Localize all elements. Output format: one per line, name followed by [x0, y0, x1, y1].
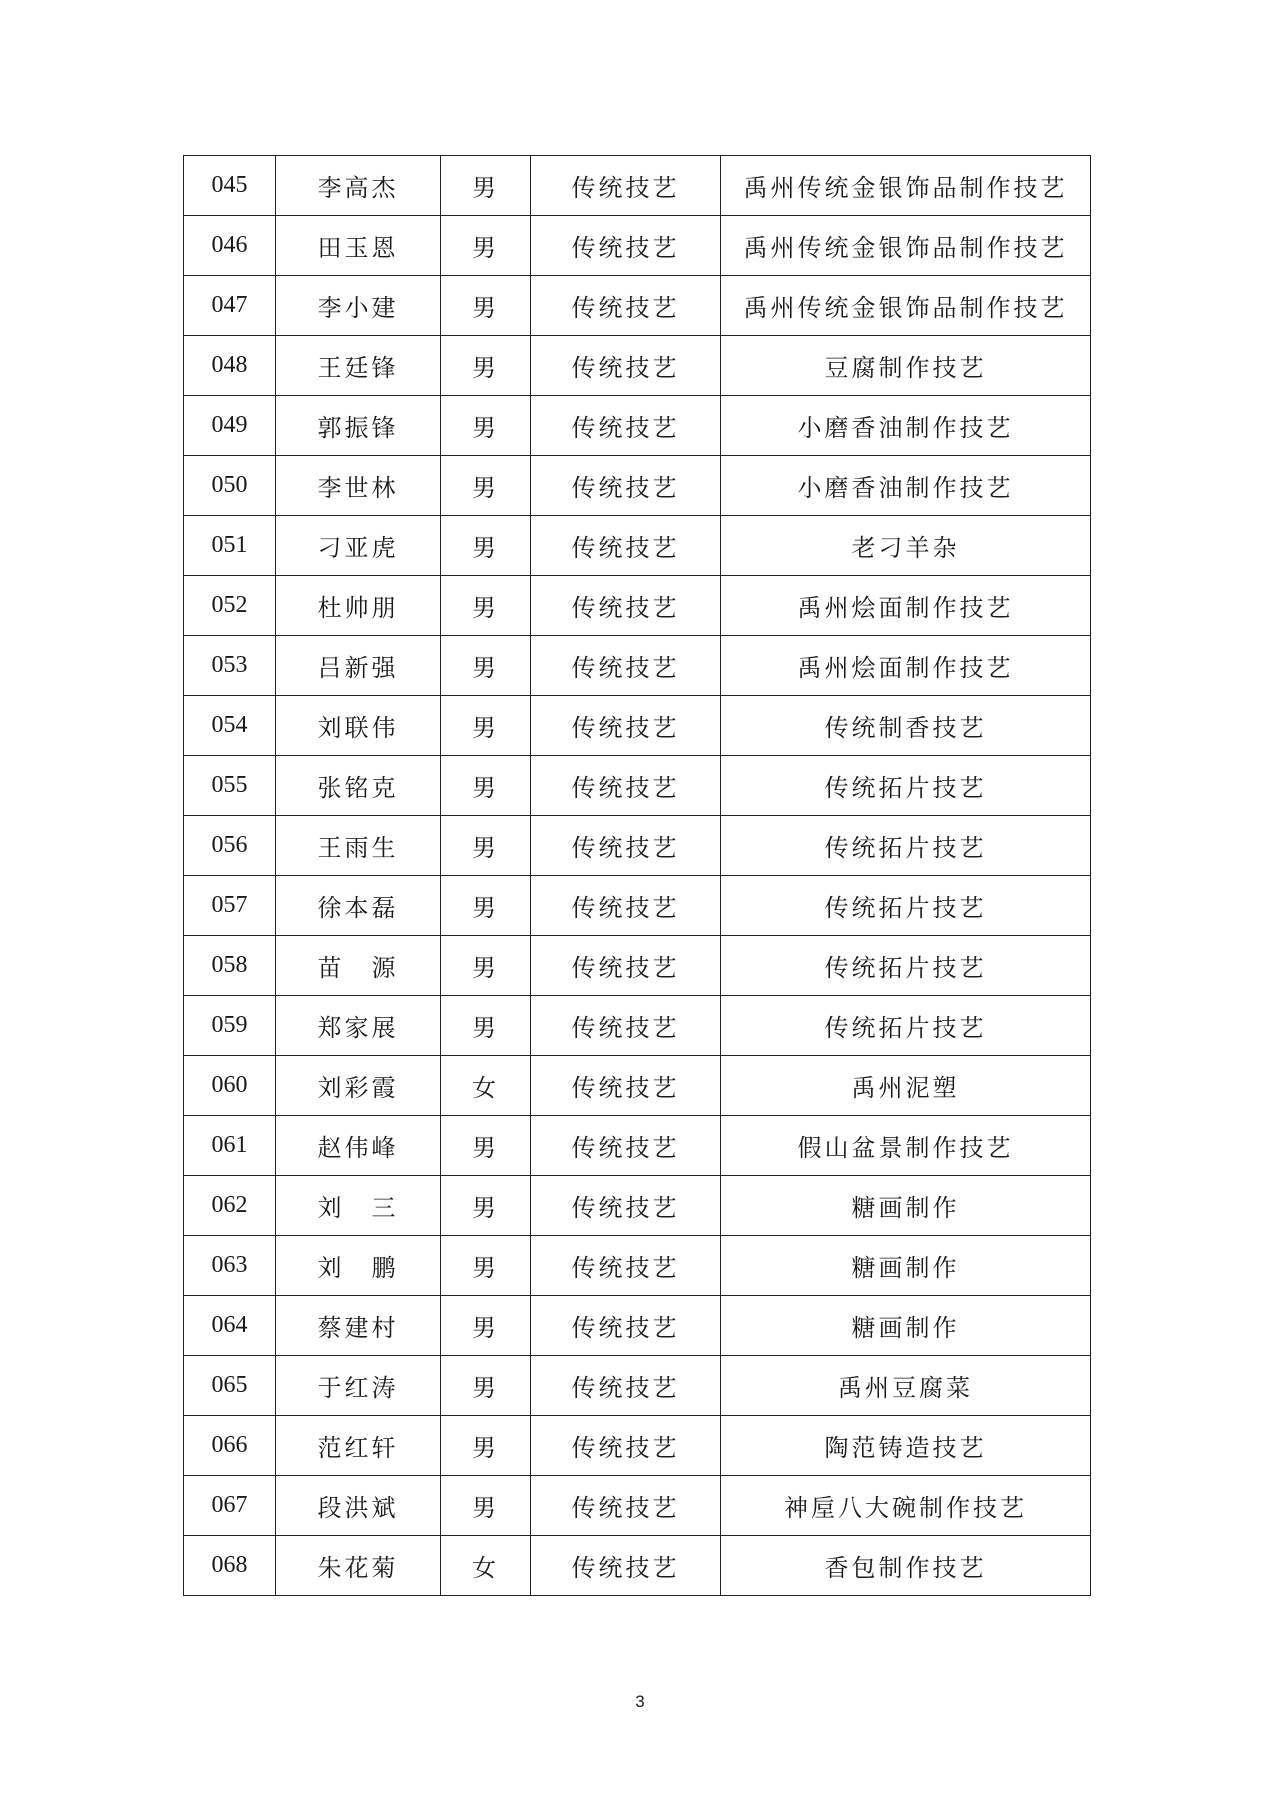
table-row	[184, 936, 1091, 996]
table-row	[184, 516, 1091, 576]
cell-gender: 男	[441, 516, 531, 576]
table-row	[184, 1116, 1091, 1176]
table-row	[184, 336, 1091, 396]
cell-project: 陶范铸造技艺	[721, 1416, 1091, 1476]
table-row	[184, 756, 1091, 816]
cell-number: 047	[184, 276, 276, 336]
cell-name: 苗 源	[276, 936, 441, 996]
cell-gender: 男	[441, 276, 531, 336]
cell-category: 传统技艺	[531, 876, 721, 936]
cell-gender: 男	[441, 216, 531, 276]
inheritor-table-body	[184, 156, 1091, 1596]
cell-name: 田玉恩	[276, 216, 441, 276]
cell-number: 064	[184, 1296, 276, 1356]
cell-category: 传统技艺	[531, 636, 721, 696]
cell-project: 禹州泥塑	[721, 1056, 1091, 1116]
table-row	[184, 696, 1091, 756]
cell-number: 067	[184, 1476, 276, 1536]
table-row	[184, 396, 1091, 456]
table-row	[184, 1296, 1091, 1356]
table-row	[184, 816, 1091, 876]
cell-name: 吕新强	[276, 636, 441, 696]
cell-project: 糖画制作	[721, 1236, 1091, 1296]
table-row	[184, 1536, 1091, 1596]
cell-name: 段洪斌	[276, 1476, 441, 1536]
cell-gender: 男	[441, 936, 531, 996]
cell-gender: 男	[441, 1296, 531, 1356]
cell-number: 054	[184, 696, 276, 756]
table-row	[184, 1416, 1091, 1476]
cell-name: 王雨生	[276, 816, 441, 876]
cell-number: 045	[184, 156, 276, 216]
table-row	[184, 996, 1091, 1056]
cell-number: 046	[184, 216, 276, 276]
cell-gender: 男	[441, 156, 531, 216]
cell-category: 传统技艺	[531, 1476, 721, 1536]
cell-category: 传统技艺	[531, 696, 721, 756]
cell-number: 053	[184, 636, 276, 696]
cell-name: 李小建	[276, 276, 441, 336]
table-row	[184, 276, 1091, 336]
cell-number: 057	[184, 876, 276, 936]
cell-category: 传统技艺	[531, 1296, 721, 1356]
table-row	[184, 216, 1091, 276]
cell-category: 传统技艺	[531, 816, 721, 876]
cell-gender: 男	[441, 996, 531, 1056]
table-row	[184, 156, 1091, 216]
cell-number: 065	[184, 1356, 276, 1416]
cell-gender: 男	[441, 696, 531, 756]
table-row	[184, 636, 1091, 696]
cell-project: 糖画制作	[721, 1296, 1091, 1356]
cell-gender: 男	[441, 1176, 531, 1236]
cell-project: 禹州传统金银饰品制作技艺	[721, 156, 1091, 216]
cell-project: 小磨香油制作技艺	[721, 456, 1091, 516]
cell-number: 063	[184, 1236, 276, 1296]
table-row	[184, 1176, 1091, 1236]
table-row	[184, 1236, 1091, 1296]
cell-name: 徐本磊	[276, 876, 441, 936]
cell-category: 传统技艺	[531, 1416, 721, 1476]
cell-name: 于红涛	[276, 1356, 441, 1416]
cell-project: 传统拓片技艺	[721, 996, 1091, 1056]
cell-gender: 男	[441, 396, 531, 456]
cell-name: 郭振锋	[276, 396, 441, 456]
cell-name: 张铭克	[276, 756, 441, 816]
cell-name: 范红轩	[276, 1416, 441, 1476]
table-row	[184, 1476, 1091, 1536]
cell-category: 传统技艺	[531, 1236, 721, 1296]
table-row	[184, 456, 1091, 516]
cell-number: 058	[184, 936, 276, 996]
cell-number: 052	[184, 576, 276, 636]
cell-project: 传统拓片技艺	[721, 876, 1091, 936]
cell-name: 刘 鹏	[276, 1236, 441, 1296]
cell-gender: 男	[441, 1356, 531, 1416]
cell-project: 香包制作技艺	[721, 1536, 1091, 1596]
cell-project: 假山盆景制作技艺	[721, 1116, 1091, 1176]
cell-project: 传统拓片技艺	[721, 756, 1091, 816]
cell-category: 传统技艺	[531, 1356, 721, 1416]
cell-project: 禹州豆腐菜	[721, 1356, 1091, 1416]
cell-category: 传统技艺	[531, 1536, 721, 1596]
cell-number: 056	[184, 816, 276, 876]
cell-number: 068	[184, 1536, 276, 1596]
cell-project: 糖画制作	[721, 1176, 1091, 1236]
cell-gender: 男	[441, 816, 531, 876]
cell-project: 神垕八大碗制作技艺	[721, 1476, 1091, 1536]
inheritor-table	[183, 155, 1091, 1596]
cell-name: 刘 三	[276, 1176, 441, 1236]
cell-name: 刘联伟	[276, 696, 441, 756]
cell-project: 豆腐制作技艺	[721, 336, 1091, 396]
cell-gender: 男	[441, 1236, 531, 1296]
cell-name: 郑家展	[276, 996, 441, 1056]
cell-number: 061	[184, 1116, 276, 1176]
cell-project: 传统拓片技艺	[721, 816, 1091, 876]
table-row	[184, 876, 1091, 936]
cell-number: 059	[184, 996, 276, 1056]
cell-category: 传统技艺	[531, 996, 721, 1056]
cell-category: 传统技艺	[531, 936, 721, 996]
cell-name: 杜帅朋	[276, 576, 441, 636]
cell-project: 老刁羊杂	[721, 516, 1091, 576]
cell-project: 禹州烩面制作技艺	[721, 636, 1091, 696]
cell-number: 049	[184, 396, 276, 456]
cell-category: 传统技艺	[531, 336, 721, 396]
cell-number: 051	[184, 516, 276, 576]
cell-category: 传统技艺	[531, 1116, 721, 1176]
cell-name: 蔡建村	[276, 1296, 441, 1356]
cell-category: 传统技艺	[531, 1176, 721, 1236]
cell-project: 传统制香技艺	[721, 696, 1091, 756]
cell-number: 062	[184, 1176, 276, 1236]
table-row	[184, 576, 1091, 636]
cell-project: 禹州传统金银饰品制作技艺	[721, 216, 1091, 276]
cell-number: 048	[184, 336, 276, 396]
cell-gender: 男	[441, 1416, 531, 1476]
cell-gender: 男	[441, 756, 531, 816]
cell-gender: 女	[441, 1056, 531, 1116]
cell-name: 朱花菊	[276, 1536, 441, 1596]
cell-category: 传统技艺	[531, 456, 721, 516]
cell-project: 禹州传统金银饰品制作技艺	[721, 276, 1091, 336]
cell-number: 066	[184, 1416, 276, 1476]
cell-category: 传统技艺	[531, 216, 721, 276]
page-number: 3	[635, 1692, 645, 1711]
cell-name: 王廷锋	[276, 336, 441, 396]
cell-name: 李世林	[276, 456, 441, 516]
cell-category: 传统技艺	[531, 156, 721, 216]
cell-gender: 男	[441, 336, 531, 396]
cell-gender: 男	[441, 1116, 531, 1176]
table-row	[184, 1356, 1091, 1416]
cell-number: 050	[184, 456, 276, 516]
cell-project: 传统拓片技艺	[721, 936, 1091, 996]
cell-project: 小磨香油制作技艺	[721, 396, 1091, 456]
cell-name: 刘彩霞	[276, 1056, 441, 1116]
cell-name: 赵伟峰	[276, 1116, 441, 1176]
cell-name: 李高杰	[276, 156, 441, 216]
cell-project: 禹州烩面制作技艺	[721, 576, 1091, 636]
cell-number: 055	[184, 756, 276, 816]
cell-category: 传统技艺	[531, 276, 721, 336]
cell-category: 传统技艺	[531, 756, 721, 816]
cell-gender: 男	[441, 876, 531, 936]
cell-name: 刁亚虎	[276, 516, 441, 576]
cell-gender: 男	[441, 1476, 531, 1536]
cell-gender: 男	[441, 636, 531, 696]
cell-gender: 男	[441, 576, 531, 636]
cell-gender: 男	[441, 456, 531, 516]
cell-category: 传统技艺	[531, 1056, 721, 1116]
table-row	[184, 1056, 1091, 1116]
cell-category: 传统技艺	[531, 576, 721, 636]
cell-gender: 女	[441, 1536, 531, 1596]
cell-number: 060	[184, 1056, 276, 1116]
cell-category: 传统技艺	[531, 516, 721, 576]
cell-category: 传统技艺	[531, 396, 721, 456]
